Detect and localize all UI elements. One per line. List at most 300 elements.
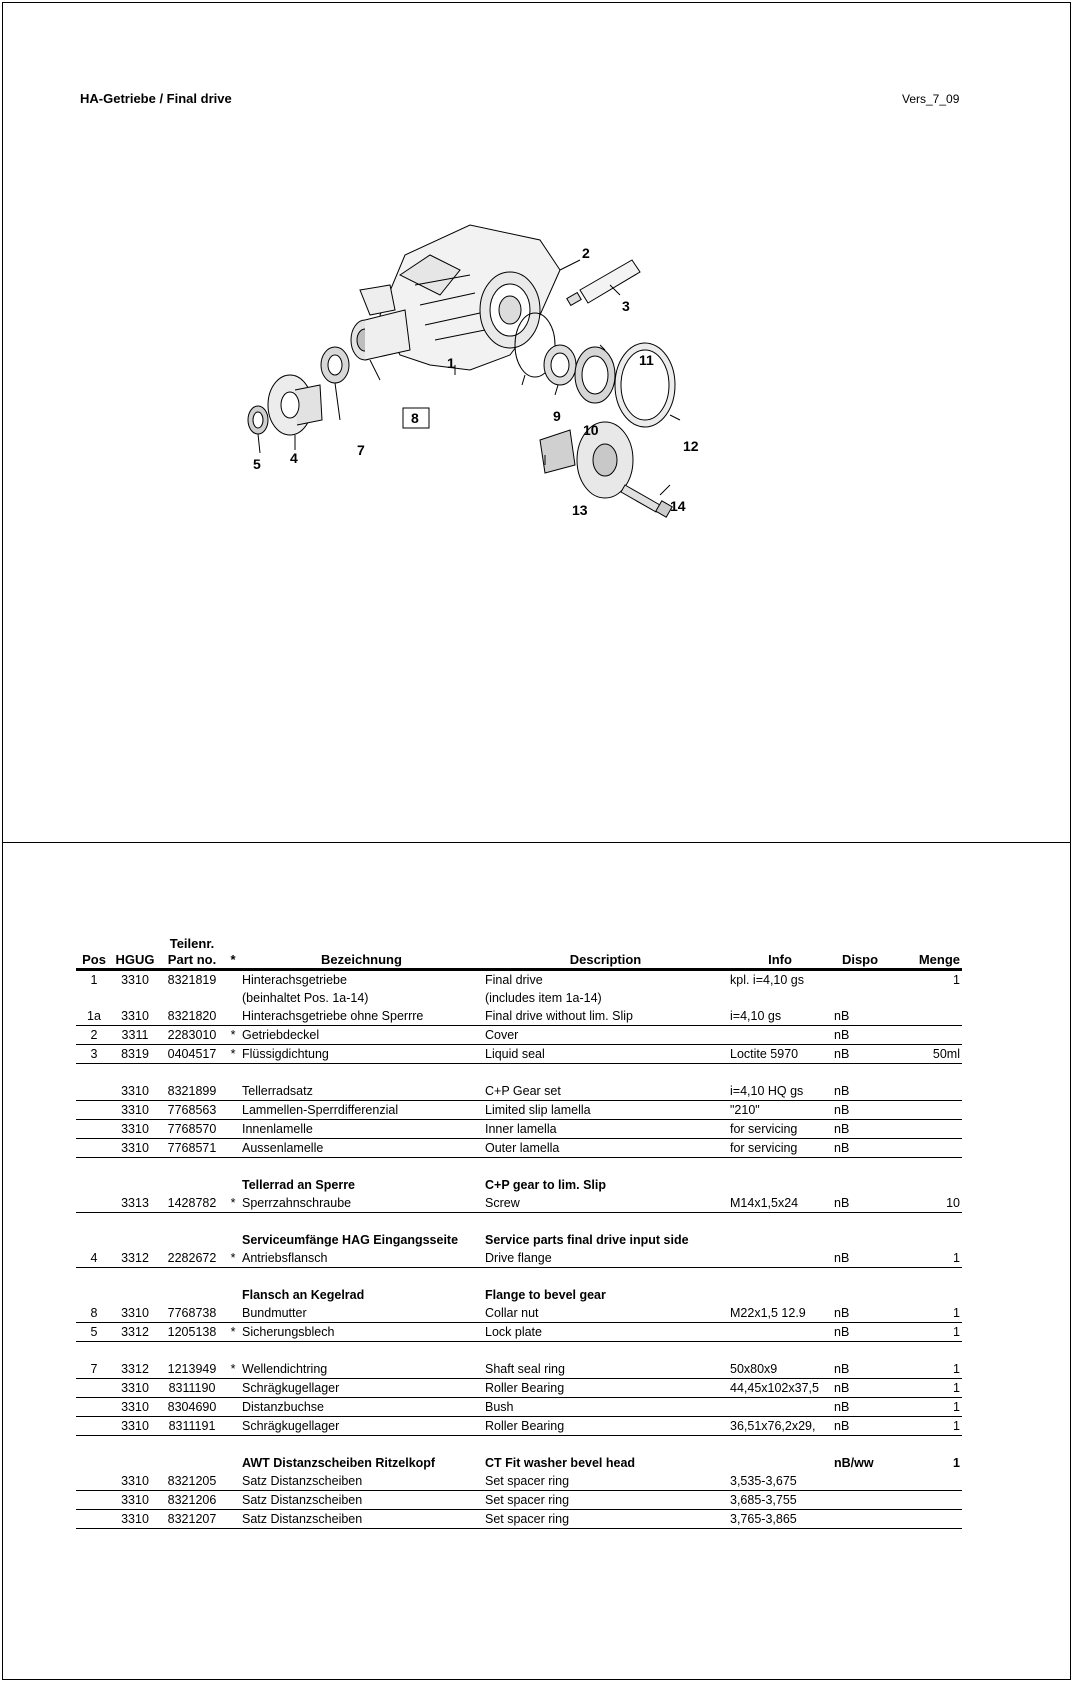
cell-hgug bbox=[112, 1213, 158, 1232]
cell-partno: 7768563 bbox=[158, 1101, 226, 1120]
table-row bbox=[76, 1064, 962, 1083]
cell-dispo bbox=[832, 970, 888, 990]
table-row bbox=[76, 1491, 962, 1510]
cell-hgug: 3310 bbox=[112, 1101, 158, 1120]
cell-partno: 8321205 bbox=[158, 1472, 226, 1491]
cell-dispo: nB bbox=[832, 1082, 888, 1101]
exploded-parts-diagram bbox=[240, 215, 760, 575]
cell-partno: 7768571 bbox=[158, 1139, 226, 1158]
cell-dispo bbox=[832, 1342, 888, 1361]
cell-partno: 8311191 bbox=[158, 1417, 226, 1436]
cell-star bbox=[226, 1286, 240, 1304]
cell-info bbox=[728, 1323, 832, 1342]
cell-bezeichnung: Flansch an Kegelrad bbox=[242, 1288, 365, 1302]
cell-info: 44,45x102x37,5 bbox=[728, 1379, 832, 1398]
cell-hgug: 3313 bbox=[112, 1194, 158, 1213]
table-row bbox=[76, 1472, 962, 1491]
cell-partno: 8311190 bbox=[158, 1379, 226, 1398]
cell-bezeichnung: AWT Distanzscheiben Ritzelkopf bbox=[242, 1456, 436, 1470]
table-row bbox=[76, 1045, 962, 1064]
cell-partno bbox=[158, 1268, 226, 1287]
cell-info: for servicing bbox=[728, 1120, 832, 1139]
input-seal-drawing bbox=[321, 347, 349, 383]
cell-info: kpl. i=4,10 gs bbox=[730, 973, 805, 987]
cell-partno bbox=[158, 1286, 226, 1304]
cell-partno: 8321820 bbox=[158, 1007, 226, 1026]
cell-star bbox=[226, 1342, 240, 1361]
cell-description: Drive flange bbox=[483, 1249, 728, 1268]
cell-partno: 2283010 bbox=[158, 1026, 226, 1045]
cell-star bbox=[226, 1417, 240, 1436]
table-section-heading-row bbox=[76, 1231, 962, 1249]
final-drive-illustration bbox=[240, 215, 760, 575]
cell-description bbox=[483, 1064, 728, 1083]
cell-info: "210" bbox=[728, 1101, 832, 1120]
cell-pos: 1a bbox=[76, 1007, 112, 1026]
cell-pos bbox=[76, 1101, 112, 1120]
callout-label: 14 bbox=[670, 498, 686, 514]
cell-hgug: 3312 bbox=[112, 1360, 158, 1379]
cell-description: Lock plate bbox=[483, 1323, 728, 1342]
cell-menge bbox=[888, 1007, 962, 1026]
table-row bbox=[76, 1510, 962, 1529]
table-row bbox=[76, 1417, 962, 1436]
cell-bezeichnung: Schrägkugellager bbox=[240, 1417, 483, 1436]
cell-pos bbox=[76, 1436, 112, 1455]
cell-menge: 1 bbox=[953, 1456, 960, 1470]
cell-pos bbox=[76, 1158, 112, 1177]
cell-description: Service parts final drive input side bbox=[485, 1233, 689, 1247]
cell-description: Flange to bevel gear bbox=[485, 1288, 606, 1302]
cell-bezeichnung: Satz Distanzscheiben bbox=[240, 1472, 483, 1491]
cell-partno bbox=[158, 1176, 226, 1194]
cell-info bbox=[728, 1249, 832, 1268]
cell-dispo: nB bbox=[832, 1120, 888, 1139]
cell-description: Collar nut bbox=[483, 1304, 728, 1323]
cell-dispo bbox=[832, 1268, 888, 1287]
cell-pos bbox=[76, 1120, 112, 1139]
cell-info bbox=[728, 1286, 832, 1304]
callout-label: 10 bbox=[583, 422, 599, 438]
cell-dispo bbox=[832, 1510, 888, 1529]
cell-description: Shaft seal ring bbox=[483, 1360, 728, 1379]
cell-dispo: nB bbox=[832, 1194, 888, 1213]
cell-star bbox=[226, 1510, 240, 1529]
table-row bbox=[76, 1436, 962, 1455]
cell-menge: 50ml bbox=[888, 1045, 962, 1064]
cell-menge bbox=[888, 1510, 962, 1529]
cell-partno bbox=[158, 1436, 226, 1455]
seal-11-drawing bbox=[575, 347, 615, 403]
cell-dispo: nB/ww bbox=[834, 1456, 874, 1470]
cell-description bbox=[483, 1158, 728, 1177]
cell-description: (includes item 1a-14) bbox=[485, 991, 602, 1005]
cell-dispo: nB bbox=[832, 1026, 888, 1045]
section-divider bbox=[2, 842, 1071, 843]
cell-bezeichnung: Tellerrad an Sperre bbox=[242, 1178, 356, 1192]
cell-bezeichnung: Sicherungsblech bbox=[240, 1323, 483, 1342]
cell-hgug: 3310 bbox=[112, 1417, 158, 1436]
cell-hgug: 3311 bbox=[112, 1026, 158, 1045]
table-row bbox=[76, 1026, 962, 1045]
cell-partno: 7768570 bbox=[158, 1120, 226, 1139]
cell-info: 3,685-3,755 bbox=[728, 1491, 832, 1510]
cell-pos: 5 bbox=[76, 1323, 112, 1342]
cell-pos bbox=[76, 1064, 112, 1083]
cell-hgug bbox=[112, 1436, 158, 1455]
cell-description: Roller Bearing bbox=[483, 1379, 728, 1398]
cell-bezeichnung bbox=[240, 1064, 483, 1083]
cell-info: 3,765-3,865 bbox=[728, 1510, 832, 1529]
cell-menge bbox=[888, 1342, 962, 1361]
cell-hgug: 3310 bbox=[112, 1007, 158, 1026]
cell-menge bbox=[888, 989, 962, 1007]
cell-pos bbox=[76, 1231, 112, 1249]
cell-hgug: 3310 bbox=[112, 1398, 158, 1417]
cell-star bbox=[226, 1213, 240, 1232]
cell-description bbox=[483, 1342, 728, 1361]
cell-menge bbox=[888, 1101, 962, 1120]
cell-dispo: nB bbox=[832, 1379, 888, 1398]
cell-partno: 8321899 bbox=[158, 1082, 226, 1101]
cell-pos: 8 bbox=[76, 1304, 112, 1323]
col-header-hgug: HGUG bbox=[112, 924, 158, 970]
cell-partno bbox=[158, 1454, 226, 1472]
cell-bezeichnung: Lammellen-Sperrdifferenzial bbox=[240, 1101, 483, 1120]
callout-label: 2 bbox=[582, 245, 590, 261]
cell-partno bbox=[158, 1064, 226, 1083]
cell-info: i=4,10 HQ gs bbox=[728, 1082, 832, 1101]
cell-info: 50x80x9 bbox=[728, 1360, 832, 1379]
cell-info bbox=[728, 1026, 832, 1045]
housing-drawing bbox=[351, 225, 560, 370]
cell-star: * bbox=[226, 1045, 240, 1064]
cell-dispo bbox=[832, 1213, 888, 1232]
cell-hgug bbox=[112, 1268, 158, 1287]
cell-menge bbox=[888, 1139, 962, 1158]
table-row bbox=[76, 1323, 962, 1342]
table-row bbox=[76, 1249, 962, 1268]
cell-dispo: nB bbox=[832, 1007, 888, 1026]
cell-hgug: 3310 bbox=[112, 1510, 158, 1529]
cell-info bbox=[728, 1231, 832, 1249]
cell-hgug: 3310 bbox=[112, 1139, 158, 1158]
cell-bezeichnung: Hinterachsgetriebe ohne Sperrre bbox=[240, 1007, 483, 1026]
lock-plate-drawing bbox=[248, 406, 268, 434]
cell-menge bbox=[888, 1491, 962, 1510]
cell-star bbox=[226, 1120, 240, 1139]
cell-bezeichnung bbox=[240, 1268, 483, 1287]
cell-menge bbox=[888, 1026, 962, 1045]
cell-dispo: nB bbox=[832, 1139, 888, 1158]
cell-menge bbox=[888, 1120, 962, 1139]
cell-pos: 1 bbox=[90, 973, 98, 987]
cell-menge: 1 bbox=[888, 1360, 962, 1379]
cell-menge: 1 bbox=[953, 973, 960, 987]
cell-pos bbox=[76, 1417, 112, 1436]
cell-bezeichnung: Getriebdeckel bbox=[240, 1026, 483, 1045]
cell-hgug: 3312 bbox=[112, 1323, 158, 1342]
table-row bbox=[76, 1213, 962, 1232]
cell-pos bbox=[76, 1510, 112, 1529]
cell-dispo bbox=[832, 1491, 888, 1510]
cell-hgug: 3310 bbox=[112, 1472, 158, 1491]
cell-pos: 2 bbox=[76, 1026, 112, 1045]
cell-dispo: nB bbox=[832, 1249, 888, 1268]
callout-label: 1 bbox=[447, 355, 455, 371]
table-row bbox=[76, 1268, 962, 1287]
cell-menge bbox=[888, 1286, 962, 1304]
cell-star bbox=[226, 1304, 240, 1323]
version-label: Vers_7_09 bbox=[902, 92, 960, 106]
cell-star bbox=[226, 1176, 240, 1194]
cell-hgug: 3312 bbox=[112, 1249, 158, 1268]
cell-description: Final drive without lim. Slip bbox=[483, 1007, 728, 1026]
cell-info bbox=[728, 1158, 832, 1177]
cell-partno: 7768738 bbox=[158, 1304, 226, 1323]
cell-dispo: nB bbox=[832, 1045, 888, 1064]
table-section-heading-row bbox=[76, 1286, 962, 1304]
cell-info: 36,51x76,2x29, bbox=[728, 1417, 832, 1436]
cell-pos bbox=[76, 1379, 112, 1398]
cell-menge bbox=[888, 1436, 962, 1455]
callout-label: 9 bbox=[553, 408, 561, 424]
table-row bbox=[76, 1082, 962, 1101]
parts-table-body bbox=[76, 970, 962, 1529]
callout-label: 5 bbox=[253, 456, 261, 472]
cell-hgug: 3310 bbox=[112, 1304, 158, 1323]
cell-partno: 2282672 bbox=[158, 1249, 226, 1268]
cell-partno: 8321819 bbox=[167, 973, 217, 987]
cell-pos: 3 bbox=[76, 1045, 112, 1064]
cell-pos bbox=[76, 1139, 112, 1158]
cell-description: Final drive bbox=[485, 973, 543, 987]
col-header-description: Description bbox=[483, 924, 728, 970]
col-header-partno-line2: Part no. bbox=[167, 952, 217, 967]
cell-info bbox=[728, 1064, 832, 1083]
table-section-heading-row bbox=[76, 1454, 962, 1472]
cell-star bbox=[226, 1231, 240, 1249]
cell-bezeichnung: Distanzbuchse bbox=[240, 1398, 483, 1417]
table-row bbox=[76, 1304, 962, 1323]
cell-info bbox=[728, 1398, 832, 1417]
cell-info bbox=[728, 1342, 832, 1361]
cell-menge: 1 bbox=[888, 1323, 962, 1342]
cell-star: * bbox=[226, 1360, 240, 1379]
table-row bbox=[76, 1120, 962, 1139]
cell-menge bbox=[888, 1064, 962, 1083]
cell-partno: 8321207 bbox=[158, 1510, 226, 1529]
cell-pos bbox=[76, 1268, 112, 1287]
cell-dispo bbox=[832, 1176, 888, 1194]
cell-dispo bbox=[832, 1286, 888, 1304]
cell-bezeichnung: Hinterachsgetriebe bbox=[242, 973, 347, 987]
cell-partno: 8304690 bbox=[158, 1398, 226, 1417]
cell-bezeichnung: Antriebsflansch bbox=[240, 1249, 483, 1268]
cell-dispo bbox=[832, 1064, 888, 1083]
cell-info: M14x1,5x24 bbox=[728, 1194, 832, 1213]
cell-menge: 10 bbox=[888, 1194, 962, 1213]
page-title: HA-Getriebe / Final drive bbox=[80, 91, 232, 106]
cell-pos bbox=[76, 1194, 112, 1213]
cell-star bbox=[226, 1064, 240, 1083]
callout-label: 7 bbox=[357, 442, 365, 458]
cell-star bbox=[226, 1007, 240, 1026]
cell-dispo bbox=[832, 989, 888, 1007]
cell-hgug: 3310 bbox=[121, 973, 149, 987]
cell-hgug: 3310 bbox=[112, 1491, 158, 1510]
cell-description: C+P Gear set bbox=[483, 1082, 728, 1101]
cell-menge bbox=[888, 1268, 962, 1287]
cell-bezeichnung: (beinhaltet Pos. 1a-14) bbox=[242, 991, 369, 1005]
cell-star: * bbox=[226, 1249, 240, 1268]
bearing-10-drawing bbox=[544, 345, 576, 385]
cell-bezeichnung: Aussenlamelle bbox=[240, 1139, 483, 1158]
cell-bezeichnung: Satz Distanzscheiben bbox=[240, 1491, 483, 1510]
cell-star bbox=[226, 989, 240, 1007]
callout-label: 3 bbox=[622, 298, 630, 314]
cell-bezeichnung: Serviceumfänge HAG Eingangsseite bbox=[242, 1233, 459, 1247]
cell-description bbox=[483, 1436, 728, 1455]
callout-label: 4 bbox=[290, 450, 298, 466]
cell-bezeichnung: Innenlamelle bbox=[240, 1120, 483, 1139]
cell-partno: 8321206 bbox=[158, 1491, 226, 1510]
cell-partno: 1205138 bbox=[158, 1323, 226, 1342]
cell-partno bbox=[158, 1342, 226, 1361]
table-row bbox=[76, 1360, 962, 1379]
table-row bbox=[76, 1139, 962, 1158]
cell-description: Outer lamella bbox=[483, 1139, 728, 1158]
cell-star bbox=[226, 1454, 240, 1472]
cell-partno: 1213949 bbox=[158, 1360, 226, 1379]
cell-bezeichnung: Schrägkugellager bbox=[240, 1379, 483, 1398]
cell-hgug bbox=[112, 1342, 158, 1361]
cell-description bbox=[483, 1213, 728, 1232]
cell-star bbox=[226, 1101, 240, 1120]
cell-hgug bbox=[112, 1286, 158, 1304]
cell-menge: 1 bbox=[888, 1417, 962, 1436]
cell-info bbox=[728, 989, 832, 1007]
cell-dispo bbox=[832, 1436, 888, 1455]
callout-label: 8 bbox=[411, 410, 419, 426]
cell-description: Liquid seal bbox=[483, 1045, 728, 1064]
cell-dispo: nB bbox=[832, 1101, 888, 1120]
cell-bezeichnung bbox=[240, 1342, 483, 1361]
cell-menge bbox=[888, 1082, 962, 1101]
cell-dispo: nB bbox=[832, 1417, 888, 1436]
col-header-menge: Menge bbox=[888, 924, 962, 970]
cell-partno bbox=[158, 1231, 226, 1249]
cell-star bbox=[226, 1139, 240, 1158]
cell-pos bbox=[76, 1472, 112, 1491]
cell-pos bbox=[76, 1342, 112, 1361]
cell-description: Set spacer ring bbox=[483, 1472, 728, 1491]
cell-bezeichnung: Sperrzahnschraube bbox=[240, 1194, 483, 1213]
cell-pos bbox=[76, 1491, 112, 1510]
cell-star bbox=[226, 1491, 240, 1510]
cell-description: Limited slip lamella bbox=[483, 1101, 728, 1120]
cell-description: Set spacer ring bbox=[483, 1510, 728, 1529]
cell-menge: 1 bbox=[888, 1379, 962, 1398]
col-header-info: Info bbox=[728, 924, 832, 970]
cell-info bbox=[728, 1436, 832, 1455]
cell-bezeichnung: Flüssigdichtung bbox=[240, 1045, 483, 1064]
cell-partno: 1428782 bbox=[158, 1194, 226, 1213]
col-header-pos: Pos bbox=[76, 924, 112, 970]
cell-star bbox=[226, 1436, 240, 1455]
cell-info: for servicing bbox=[728, 1139, 832, 1158]
table-row bbox=[76, 970, 962, 990]
cell-hgug: 3310 bbox=[112, 1120, 158, 1139]
col-header-partno-line1: Teilenr. bbox=[169, 936, 215, 951]
cell-description: Cover bbox=[483, 1026, 728, 1045]
cell-description: Inner lamella bbox=[483, 1120, 728, 1139]
cell-description: Screw bbox=[483, 1194, 728, 1213]
cell-hgug bbox=[112, 989, 158, 1007]
cell-pos bbox=[76, 1286, 112, 1304]
cell-bezeichnung: Wellendichtring bbox=[240, 1360, 483, 1379]
cell-bezeichnung bbox=[240, 1213, 483, 1232]
cell-info: i=4,10 gs bbox=[728, 1007, 832, 1026]
cell-description: Roller Bearing bbox=[483, 1417, 728, 1436]
table-row bbox=[76, 1101, 962, 1120]
cell-menge: 1 bbox=[888, 1398, 962, 1417]
cell-pos: 7 bbox=[76, 1360, 112, 1379]
cell-description: Set spacer ring bbox=[483, 1491, 728, 1510]
cell-star bbox=[226, 970, 240, 990]
cell-info bbox=[728, 1176, 832, 1194]
cell-menge: 1 bbox=[888, 1304, 962, 1323]
cell-menge bbox=[888, 1231, 962, 1249]
cell-pos bbox=[76, 1398, 112, 1417]
table-section-heading-row bbox=[76, 1176, 962, 1194]
cell-star bbox=[226, 1379, 240, 1398]
cell-bezeichnung: Satz Distanzscheiben bbox=[240, 1510, 483, 1529]
cell-info: M22x1,5 12.9 bbox=[728, 1304, 832, 1323]
cell-info: 3,535-3,675 bbox=[728, 1472, 832, 1491]
cell-dispo: nB bbox=[832, 1398, 888, 1417]
cell-menge bbox=[888, 1213, 962, 1232]
cell-description: C+P gear to lim. Slip bbox=[485, 1178, 606, 1192]
cell-star: * bbox=[226, 1323, 240, 1342]
col-header-bezeichnung: Bezeichnung bbox=[240, 924, 483, 970]
cell-dispo: nB bbox=[832, 1360, 888, 1379]
cell-menge bbox=[888, 1176, 962, 1194]
cell-bezeichnung: Bundmutter bbox=[240, 1304, 483, 1323]
table-row bbox=[76, 989, 962, 1007]
cell-menge bbox=[888, 1472, 962, 1491]
table-row bbox=[76, 1398, 962, 1417]
cell-star bbox=[226, 1082, 240, 1101]
cell-dispo: nB bbox=[832, 1323, 888, 1342]
table-row bbox=[76, 1194, 962, 1213]
cell-star bbox=[226, 1472, 240, 1491]
callout-label: 11 bbox=[639, 352, 654, 368]
cell-hgug bbox=[112, 1454, 158, 1472]
cell-partno bbox=[158, 1158, 226, 1177]
callout-label: 12 bbox=[683, 438, 699, 454]
cell-star: * bbox=[226, 1026, 240, 1045]
cell-star bbox=[226, 1268, 240, 1287]
cell-star bbox=[226, 1398, 240, 1417]
col-header-star: * bbox=[226, 924, 240, 970]
cell-hgug bbox=[112, 1176, 158, 1194]
cell-info bbox=[728, 1213, 832, 1232]
cell-partno bbox=[158, 989, 226, 1007]
cell-hgug bbox=[112, 1158, 158, 1177]
table-header-row bbox=[76, 924, 962, 970]
cell-pos bbox=[76, 1082, 112, 1101]
